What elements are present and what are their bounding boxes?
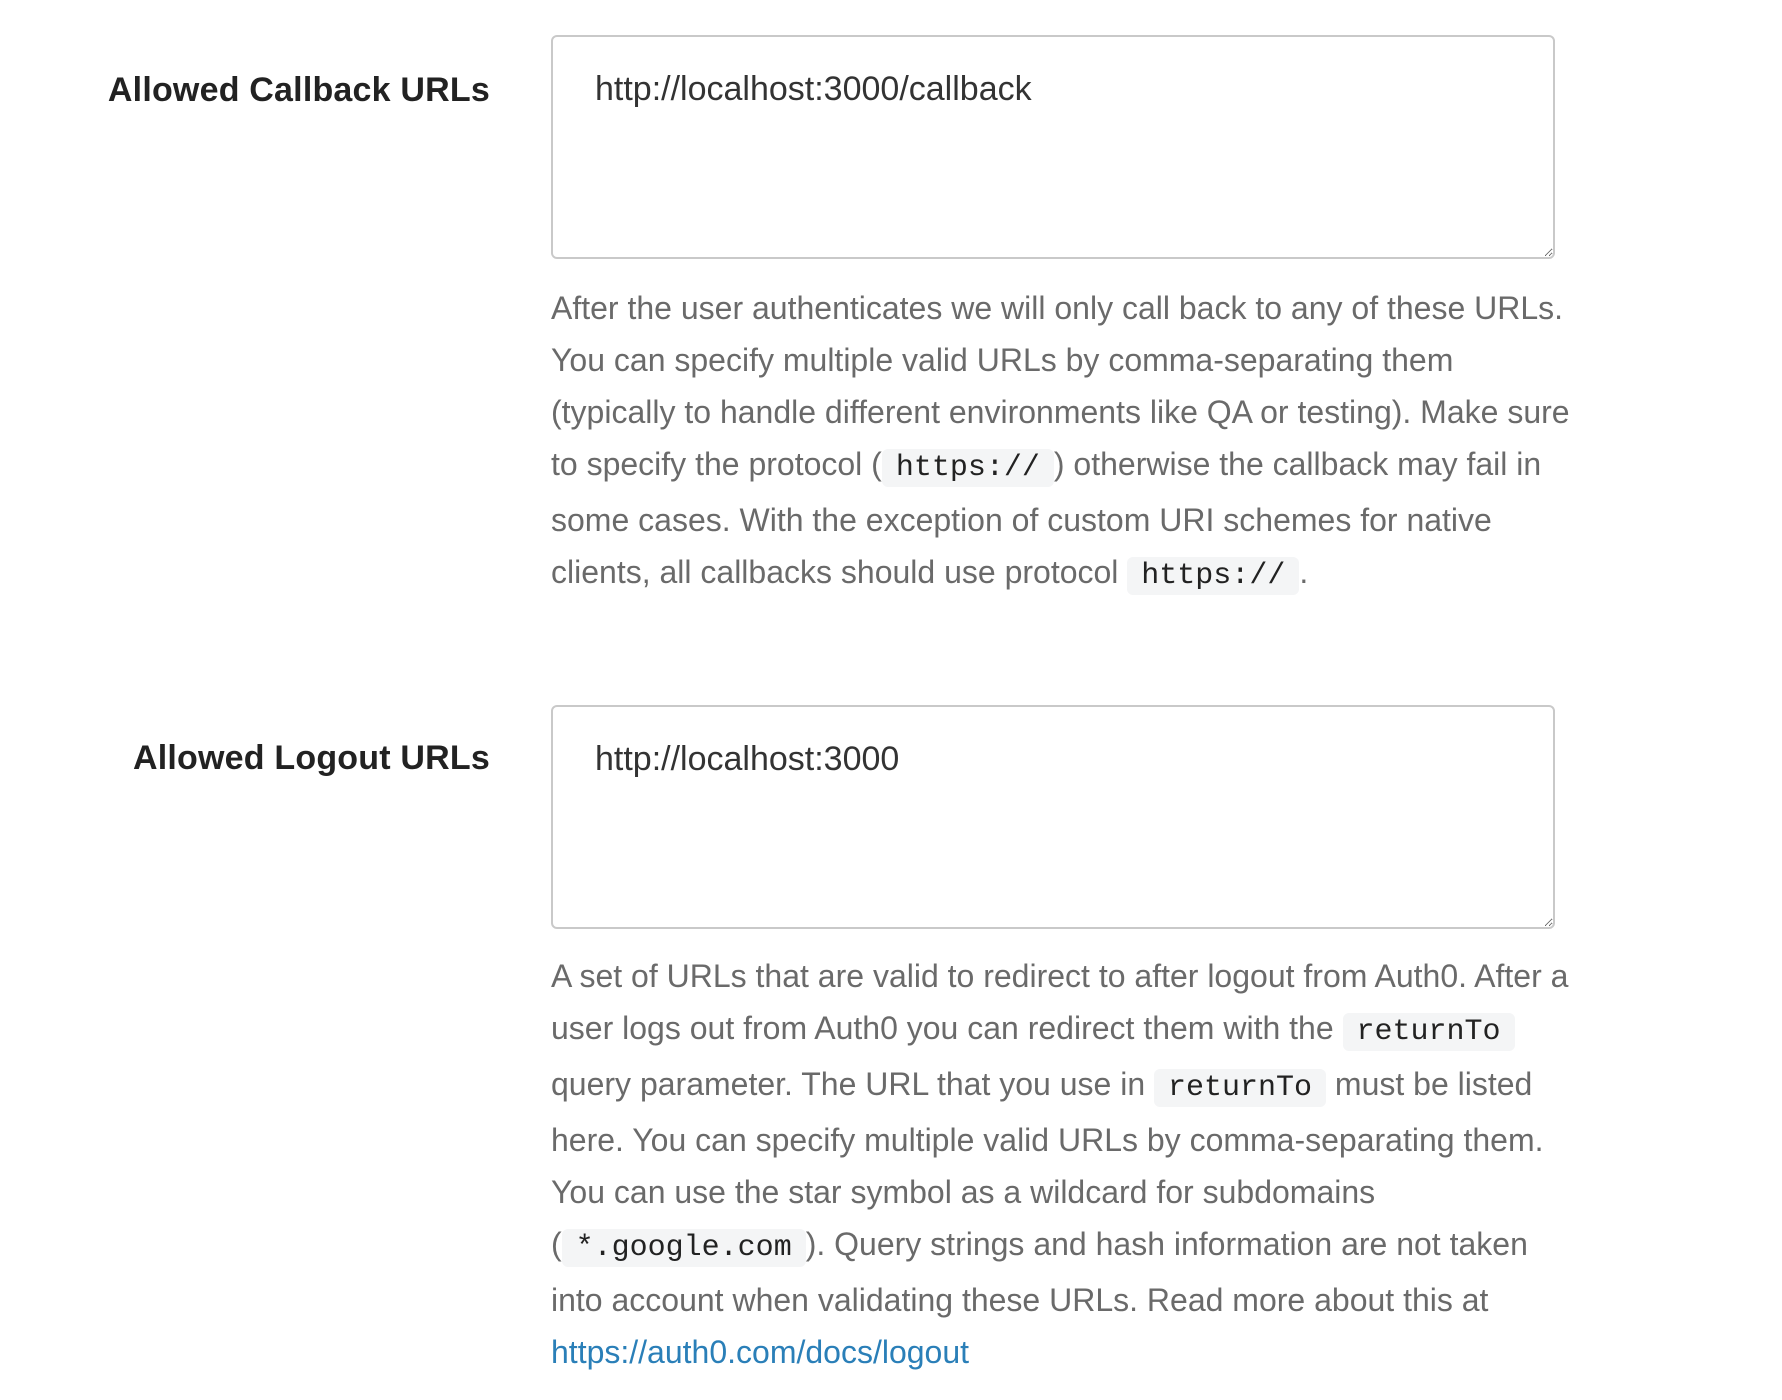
help-text-segment: ) otherwise the callback may fail in some cases. With the exception of custom URI schemes for native clients, all callbacks should use protocol <box>551 446 1542 590</box>
callback-urls-label: Allowed Callback URLs <box>107 71 490 109</box>
help-text-segment: A set of URLs that are valid to redirect to after logout from Auth0. After a user logs out from Auth0 you can redirect them with the <box>551 958 1569 1046</box>
help-text-segment: query parameter. The URL that you use in <box>551 1066 1154 1102</box>
code-snippet: returnTo <box>1154 1069 1326 1107</box>
help-text-segment: . <box>1299 554 1309 590</box>
logout-docs-link[interactable]: https://auth0.com/docs/logout <box>551 1334 970 1370</box>
help-text-segment: After the user authenticates we will only call back to any of these URLs. You can specify multiple valid URLs by comma-separating them (typically to handle different environments like QA or testing). Make sure to specify the protocol ( <box>551 290 1570 482</box>
code-snippet: returnTo <box>1343 1013 1515 1051</box>
help-text-segment: must be listed here. You can specify multiple valid URLs by comma-separating them. You can use the star symbol as a wildcard for subdomains ( <box>551 1066 1544 1262</box>
callback-urls-help <box>551 282 1571 602</box>
logout-urls-label: Allowed Logout URLs <box>133 739 490 777</box>
logout-urls-help <box>551 950 1571 1378</box>
code-snippet: *.google.com <box>562 1229 806 1267</box>
code-snippet: https:// <box>882 449 1054 487</box>
logout-urls-input[interactable] <box>551 705 1555 929</box>
code-snippet: https:// <box>1127 557 1299 595</box>
help-text-segment: ). Query strings and hash information are not taken into account when validating these URLs. Read more about this at <box>551 1226 1528 1318</box>
callback-urls-input[interactable] <box>551 35 1555 259</box>
